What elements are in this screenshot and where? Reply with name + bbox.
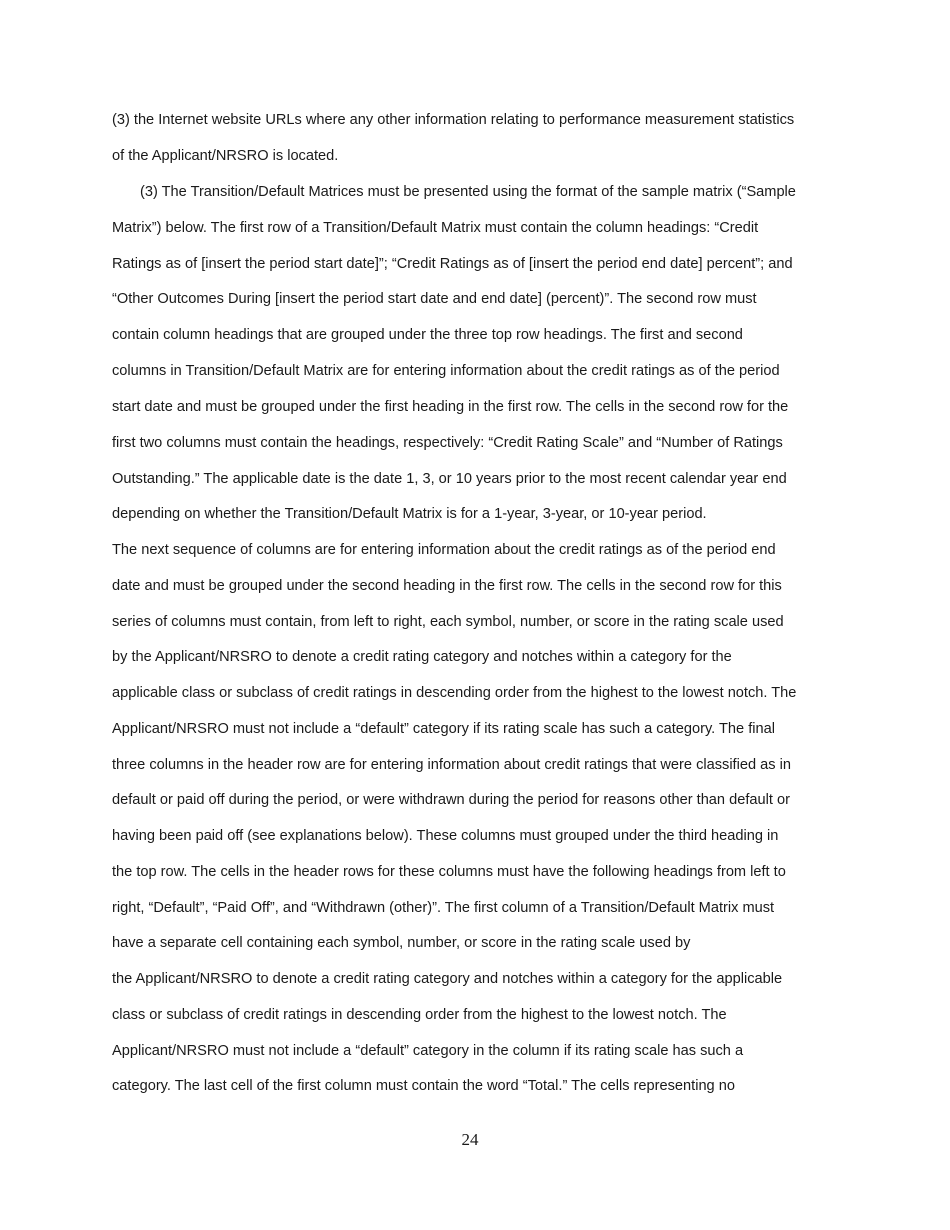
text-line: first two columns must contain the headings, respectively: “Credit Rating Scale” and “Number of Ratings [112, 435, 783, 451]
text-line: start date and must be grouped under the first heading in the first row. The cells in the second row for the [112, 399, 789, 415]
text-line: the top row. The cells in the header rows for these columns must have the following headings from left to [112, 864, 786, 880]
text-line: the Applicant/NRSRO to denote a credit rating category and notches within a category for the applicable [112, 971, 783, 987]
text-line: Applicant/NRSRO must not include a “default” category in the column if its rating scale has such a [112, 1043, 744, 1059]
text-line: “Other Outcomes During [insert the period start date and end date] (percent)”. The second row must [112, 291, 757, 307]
text-line: The next sequence of columns are for entering information about the credit ratings as of the period end [112, 542, 776, 558]
text-line: date and must be grouped under the second heading in the first row. The cells in the second row for this [112, 578, 782, 594]
text-line: Matrix”) below. The first row of a Transition/Default Matrix must contain the column headings: “Credit [112, 220, 759, 236]
page-number: 24 [461, 1130, 479, 1149]
text-line: (3) the Internet website URLs where any other information relating to performance measurement statistics [112, 112, 795, 128]
text-line: contain column headings that are grouped under the three top row headings. The first and second [112, 327, 743, 343]
text-line: Outstanding.” The applicable date is the date 1, 3, or 10 years prior to the most recent calendar year end [112, 471, 787, 487]
text-line: class or subclass of credit ratings in descending order from the highest to the lowest notch. The [112, 1007, 727, 1023]
text-line: right, “Default”, “Paid Off”, and “Withdrawn (other)”. The first column of a Transition/Default Matrix must [112, 900, 775, 916]
text-line: have a separate cell containing each symbol, number, or score in the rating scale used by [112, 935, 691, 951]
text-line: of the Applicant/NRSRO is located. [112, 148, 339, 164]
text-line: series of columns must contain, from left to right, each symbol, number, or score in the rating scale used [112, 614, 784, 630]
text-line: Applicant/NRSRO must not include a “default” category if its rating scale has such a category. The final [112, 721, 775, 737]
text-line: default or paid off during the period, or were withdrawn during the period for reasons other than default or [112, 792, 790, 808]
text-line: three columns in the header row are for entering information about credit ratings that were classified as in [112, 757, 791, 773]
paragraph-start-line: (3) The Transition/Default Matrices must be presented using the format of the sample matrix (“Sample [140, 184, 796, 200]
text-line: depending on whether the Transition/Default Matrix is for a 1-year, 3-year, or 10-year period. [112, 506, 707, 522]
text-line: by the Applicant/NRSRO to denote a credit rating category and notches within a category for the [112, 649, 732, 665]
text-line: Ratings as of [insert the period start date]”; “Credit Ratings as of [insert the period end date] percent”; and [112, 256, 793, 272]
text-line: columns in Transition/Default Matrix are for entering information about the credit ratings as of the period [112, 363, 780, 379]
text-line: applicable class or subclass of credit ratings in descending order from the highest to the lowest notch. The [112, 685, 797, 701]
text-line: having been paid off (see explanations below). These columns must grouped under the third heading in [112, 828, 779, 844]
text-line: category. The last cell of the first column must contain the word “Total.” The cells representing no [112, 1078, 735, 1094]
